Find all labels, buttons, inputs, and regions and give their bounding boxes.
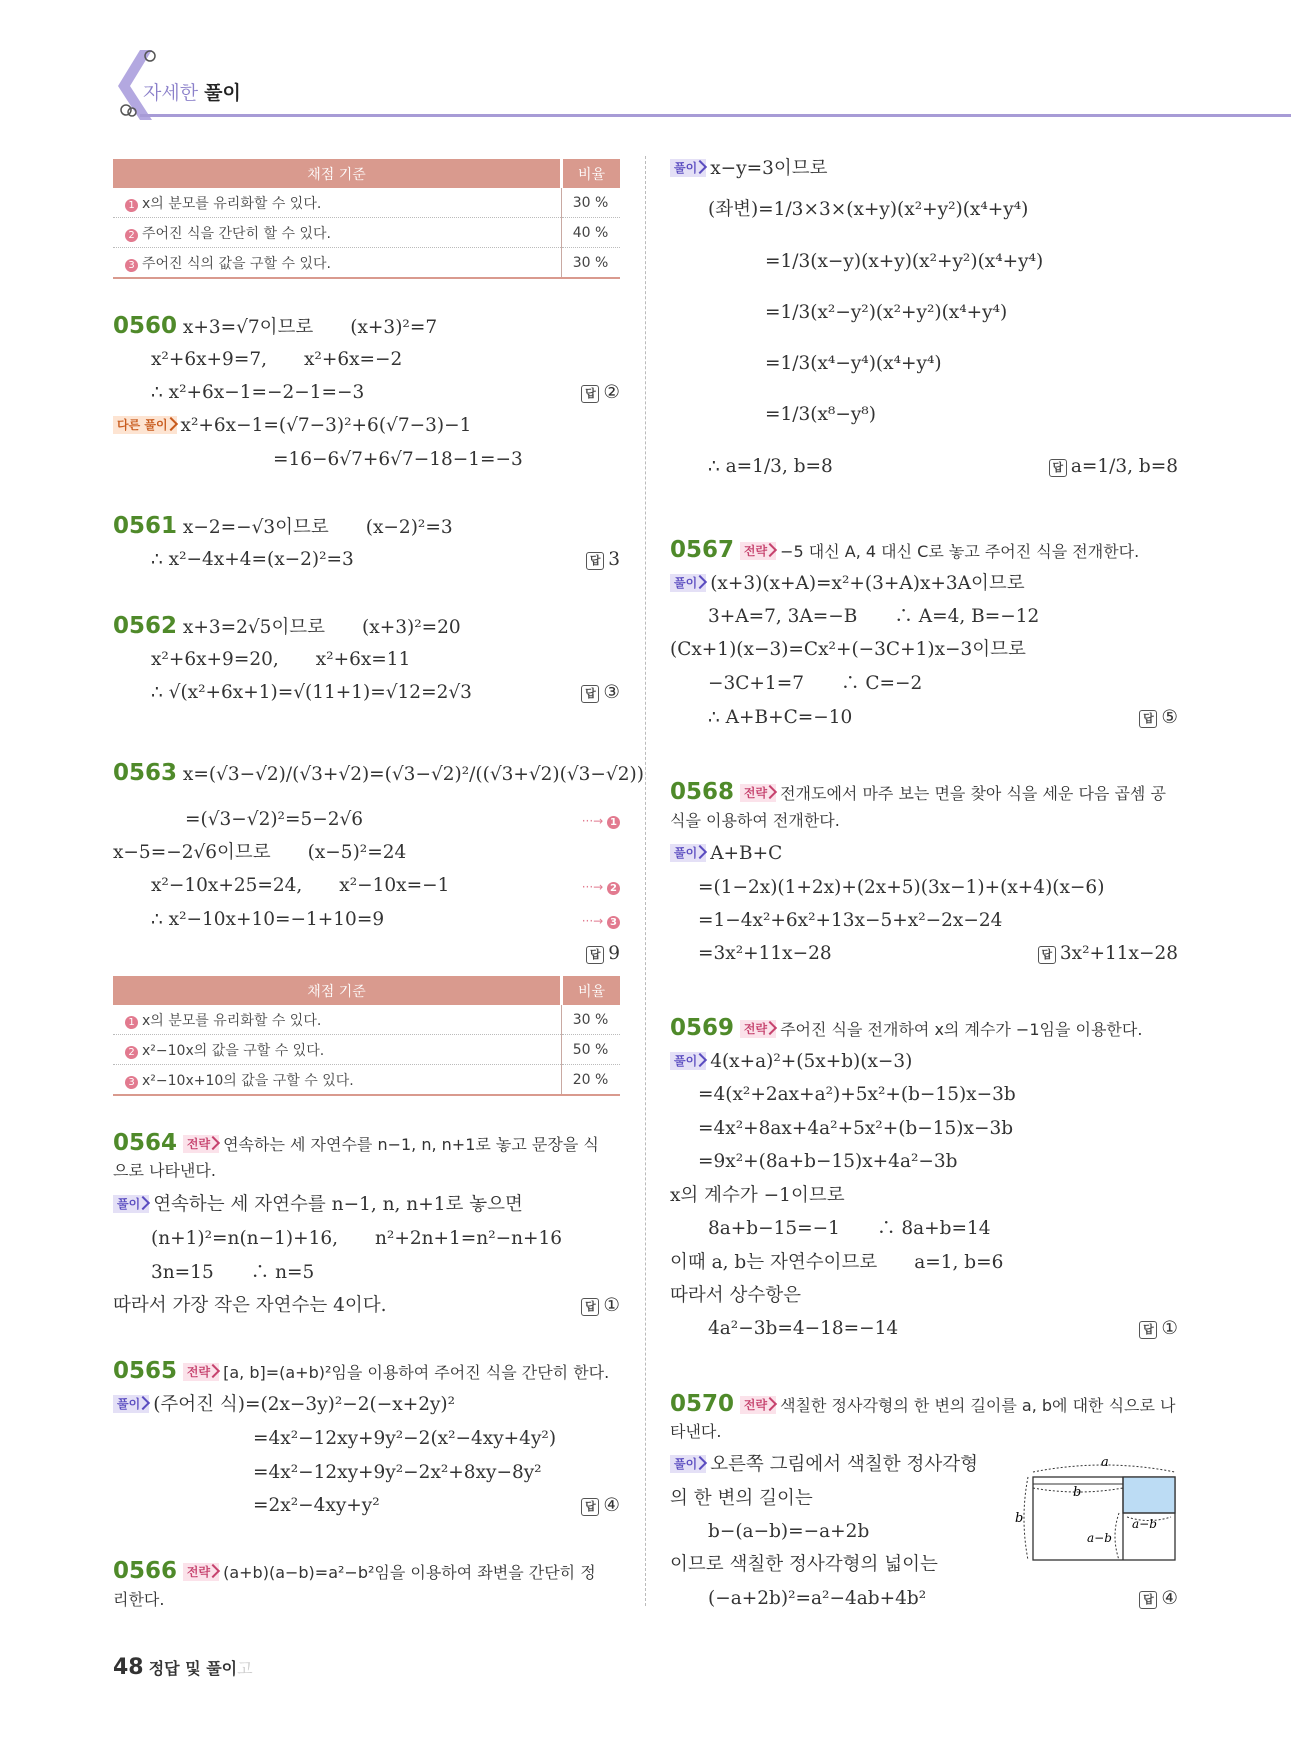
strategy-tag: 전략 xyxy=(740,1396,776,1414)
answer: 답 ⑤ xyxy=(1139,706,1178,730)
solution-tag: 풀이 xyxy=(113,1195,149,1213)
solution-line: x²+6x−1=(√7−3)²+6(√7−3)−1 xyxy=(180,415,472,436)
solution-line: 8a+b−15=−1 ∴ 8a+b=14 xyxy=(708,1218,991,1239)
grading-table-2 xyxy=(113,976,620,1096)
step-marker: ···→ 2 xyxy=(582,880,620,895)
grading-table-1 xyxy=(113,159,620,279)
strategy-text: 식을 이용하여 전개한다. xyxy=(670,811,840,830)
strategy-text: 리한다. xyxy=(113,1590,165,1609)
answer: 답 ④ xyxy=(581,1494,620,1518)
solution-line: 오른쪽 그림에서 색칠한 정사각형 xyxy=(710,1454,979,1475)
answer: 답 9 xyxy=(586,942,620,966)
strategy-text: 연속하는 세 자연수를 n−1, n, n+1로 놓고 문장을 식 xyxy=(223,1135,599,1154)
solution-line: =1/3(x²−y²)(x²+y²)(x⁴+y⁴) xyxy=(765,302,1008,323)
page-number: 48 xyxy=(113,1655,144,1680)
solution-line: =1/3(x⁸−y⁸) xyxy=(765,404,876,425)
problem-number: 0570 xyxy=(670,1391,735,1417)
solution-tag: 풀이 xyxy=(670,844,706,862)
strategy-text: (a+b)(a−b)=a²−b²임을 이용하여 좌변을 간단히 정 xyxy=(223,1563,596,1582)
table-row: 1 x의 분모를 유리화할 수 있다. 30 % xyxy=(113,1005,620,1035)
solution-line: 4(x+a)²+(5x+b)(x−3) xyxy=(710,1051,913,1072)
solution-line: (Cx+1)(x−3)=Cx²+(−3C+1)x−3이므로 xyxy=(670,639,1026,660)
problem-number: 0564 xyxy=(113,1130,178,1156)
strategy-text: 으로 나타낸다. xyxy=(113,1161,216,1180)
solution-line: 따라서 가장 작은 자연수는 4이다. xyxy=(113,1295,387,1316)
label-a-minus-b-side: a−b xyxy=(1087,1531,1112,1545)
solution-line: =1−4x²+6x²+13x−5+x²−2x−24 xyxy=(698,910,1003,931)
step-marker: ···→ 3 xyxy=(582,914,620,929)
strategy-text: [a, b]=(a+b)²임을 이용하여 주어진 식을 간단히 한다. xyxy=(223,1363,610,1382)
solution-line: ∴ x²+6x−1=−2−1=−3 xyxy=(151,382,365,403)
solution-line: (−a+2b)²=a²−4ab+4b² xyxy=(708,1588,927,1609)
strategy-tag: 전략 xyxy=(740,542,776,560)
other-solution-tag: 다른 풀이 xyxy=(113,416,177,434)
table-row: 2 x²−10x의 값을 구할 수 있다. 50 % xyxy=(113,1035,620,1065)
solution-line: =(1−2x)(1+2x)+(2x+5)(3x−1)+(x+4)(x−6) xyxy=(698,877,1105,898)
solution-line: =1/3(x⁴−y⁴)(x⁴+y⁴) xyxy=(765,353,942,374)
table-header: 채점 기준 xyxy=(113,976,562,1005)
answer: 답 3 xyxy=(586,548,620,572)
label-b: b xyxy=(1073,1485,1082,1500)
table-row: 3 주어진 식의 값을 구할 수 있다. 30 % xyxy=(113,248,620,279)
strategy-tag: 전략 xyxy=(183,1363,219,1381)
solution-line: 의 한 변의 길이는 xyxy=(670,1488,813,1509)
table-row: 3 x²−10x+10의 값을 구할 수 있다. 20 % xyxy=(113,1065,620,1096)
strategy-text: 타낸다. xyxy=(670,1422,722,1441)
answer: 답 ① xyxy=(1139,1317,1178,1341)
label-a: a xyxy=(1101,1455,1109,1470)
problem-number: 0567 xyxy=(670,537,735,563)
problem-number: 0561 xyxy=(113,513,178,539)
strategy-text: 전개도에서 마주 보는 면을 찾아 식을 세운 다음 곱셈 공 xyxy=(780,784,1166,803)
solution-line: (x+3)(x+A)=x²+(3+A)x+3A이므로 xyxy=(710,573,1025,594)
table-row: 2 주어진 식을 간단히 할 수 있다. 40 % xyxy=(113,218,620,248)
table-header: 비율 xyxy=(562,159,621,188)
column-divider xyxy=(645,156,646,1606)
solution-line: =(√3−√2)²=5−2√6 xyxy=(185,809,364,830)
header-rule xyxy=(140,114,1291,117)
footer-label: 정답 및 풀이 xyxy=(148,1659,238,1678)
solution-line: ∴ a=1/3, b=8 xyxy=(708,456,833,477)
strategy-tag: 전략 xyxy=(740,784,776,802)
solution-line: 따라서 상수항은 xyxy=(670,1285,801,1306)
solution-line: x=(√3−√2)/(√3+√2)=(√3−√2)²/((√3+√2)(√3−√2)) xyxy=(182,764,644,785)
solution-line: x²+6x+9=20, x²+6x=11 xyxy=(151,649,411,670)
strategy-text: 주어진 식을 전개하여 x의 계수가 −1임을 이용한다. xyxy=(780,1020,1143,1039)
problem-number: 0562 xyxy=(113,613,178,639)
problem-number: 0569 xyxy=(670,1015,735,1041)
solution-line: x−2=−√3이므로 (x−2)²=3 xyxy=(182,517,453,538)
strategy-tag: 전략 xyxy=(183,1563,219,1581)
solution-line: =4x²−12xy+9y²−2x²+8xy−8y² xyxy=(253,1462,542,1483)
table-header: 비율 xyxy=(562,976,621,1005)
solution-line: x+3=2√5이므로 (x+3)²=20 xyxy=(182,617,461,638)
solution-line: =4(x²+2ax+a²)+5x²+(b−15)x−3b xyxy=(698,1084,1016,1105)
problem-number: 0566 xyxy=(113,1558,178,1584)
solution-tag: 풀이 xyxy=(113,1395,149,1413)
solution-line: 연속하는 세 자연수를 n−1, n, n+1로 놓으면 xyxy=(153,1194,523,1215)
page-footer xyxy=(113,1655,253,1680)
solution-tag: 풀이 xyxy=(670,1052,706,1070)
solution-line: 3+A=7, 3A=−B ∴ A=4, B=−12 xyxy=(708,606,1040,627)
solution-tag: 풀이 xyxy=(670,159,706,177)
strategy-text: 색칠한 정사각형의 한 변의 길이를 a, b에 대한 식으로 나 xyxy=(780,1396,1176,1415)
table-header: 채점 기준 xyxy=(113,159,562,188)
solution-line: =2x²−4xy+y² xyxy=(253,1495,380,1516)
solution-line: b−(a−b)=−a+2b xyxy=(708,1521,870,1542)
answer: 답 ① xyxy=(581,1294,620,1318)
solution-line: ∴ A+B+C=−10 xyxy=(708,707,853,728)
solution-line: A+B+C xyxy=(710,843,783,864)
answer: 답 3x²+11x−28 xyxy=(1038,942,1178,966)
answer: 답 ③ xyxy=(581,681,620,705)
solution-line: 이므로 색칠한 정사각형의 넓이는 xyxy=(670,1554,938,1575)
solution-line: x의 계수가 −1이므로 xyxy=(670,1185,845,1206)
strategy-tag: 전략 xyxy=(740,1020,776,1038)
solution-line: x−y=3이므로 xyxy=(710,158,828,179)
problem-number: 0568 xyxy=(670,779,735,805)
solution-line: (n+1)²=n(n−1)+16, n²+2n+1=n²−n+16 xyxy=(151,1228,563,1249)
shaded-square xyxy=(1123,1477,1175,1513)
strategy-text: −5 대신 A, 4 대신 C로 놓고 주어진 식을 전개한다. xyxy=(780,542,1140,561)
problem-number: 0560 xyxy=(113,313,178,339)
solution-line: 3n=15 ∴ n=5 xyxy=(151,1262,315,1283)
answer: 답 ② xyxy=(581,381,620,405)
square-figure xyxy=(1015,1450,1190,1570)
solution-line: ∴ √(x²+6x+1)=√(11+1)=√12=2√3 xyxy=(151,682,472,703)
solution-tag: 풀이 xyxy=(670,1455,706,1473)
solution-line: =9x²+(8a+b−15)x+4a²−3b xyxy=(698,1151,958,1172)
solution-line: (좌변)=1/3×3×(x+y)(x²+y²)(x⁴+y⁴) xyxy=(708,199,1029,220)
solution-line: x−5=−2√6이므로 (x−5)²=24 xyxy=(113,842,407,863)
solution-line: =16−6√7+6√7−18−1=−3 xyxy=(273,449,523,470)
solution-line: 이때 a, b는 자연수이므로 a=1, b=6 xyxy=(670,1252,1004,1273)
table-row: 1 x의 분모를 유리화할 수 있다. 30 % xyxy=(113,188,620,218)
strategy-tag: 전략 xyxy=(183,1135,219,1153)
solution-line: =4x²+8ax+4a²+5x²+(b−15)x−3b xyxy=(698,1118,1014,1139)
page-header-title: 자세한 풀이 xyxy=(143,82,241,104)
solution-line: =3x²+11x−28 xyxy=(698,943,832,964)
solution-tag: 풀이 xyxy=(670,574,706,592)
solution-line: ∴ x²−4x+4=(x−2)²=3 xyxy=(151,549,354,570)
solution-line: −3C+1=7 ∴ C=−2 xyxy=(708,673,923,694)
label-b-side: b xyxy=(1015,1511,1024,1526)
step-marker: ···→ 1 xyxy=(582,814,620,829)
solution-line: x²−10x+25=24, x²−10x=−1 xyxy=(151,875,450,896)
solution-line: x²+6x+9=7, x²+6x=−2 xyxy=(151,349,403,370)
answer: 답 a=1/3, b=8 xyxy=(1049,455,1178,479)
solution-line: 4a²−3b=4−18=−14 xyxy=(708,1318,899,1339)
solution-line: x+3=√7이므로 (x+3)²=7 xyxy=(182,317,438,338)
problem-number: 0563 xyxy=(113,760,178,786)
footer-ghost-text: 고 xyxy=(237,1659,253,1678)
answer: 답 ④ xyxy=(1139,1587,1178,1611)
solution-line: =1/3(x−y)(x+y)(x²+y²)(x⁴+y⁴) xyxy=(765,251,1044,272)
solution-line: =4x²−12xy+9y²−2(x²−4xy+4y²) xyxy=(253,1428,557,1449)
solution-line: ∴ x²−10x+10=−1+10=9 xyxy=(151,909,385,930)
label-a-minus-b: a−b xyxy=(1132,1517,1157,1531)
solution-line: (주어진 식)=(2x−3y)²−2(−x+2y)² xyxy=(153,1394,456,1415)
problem-number: 0565 xyxy=(113,1358,178,1384)
